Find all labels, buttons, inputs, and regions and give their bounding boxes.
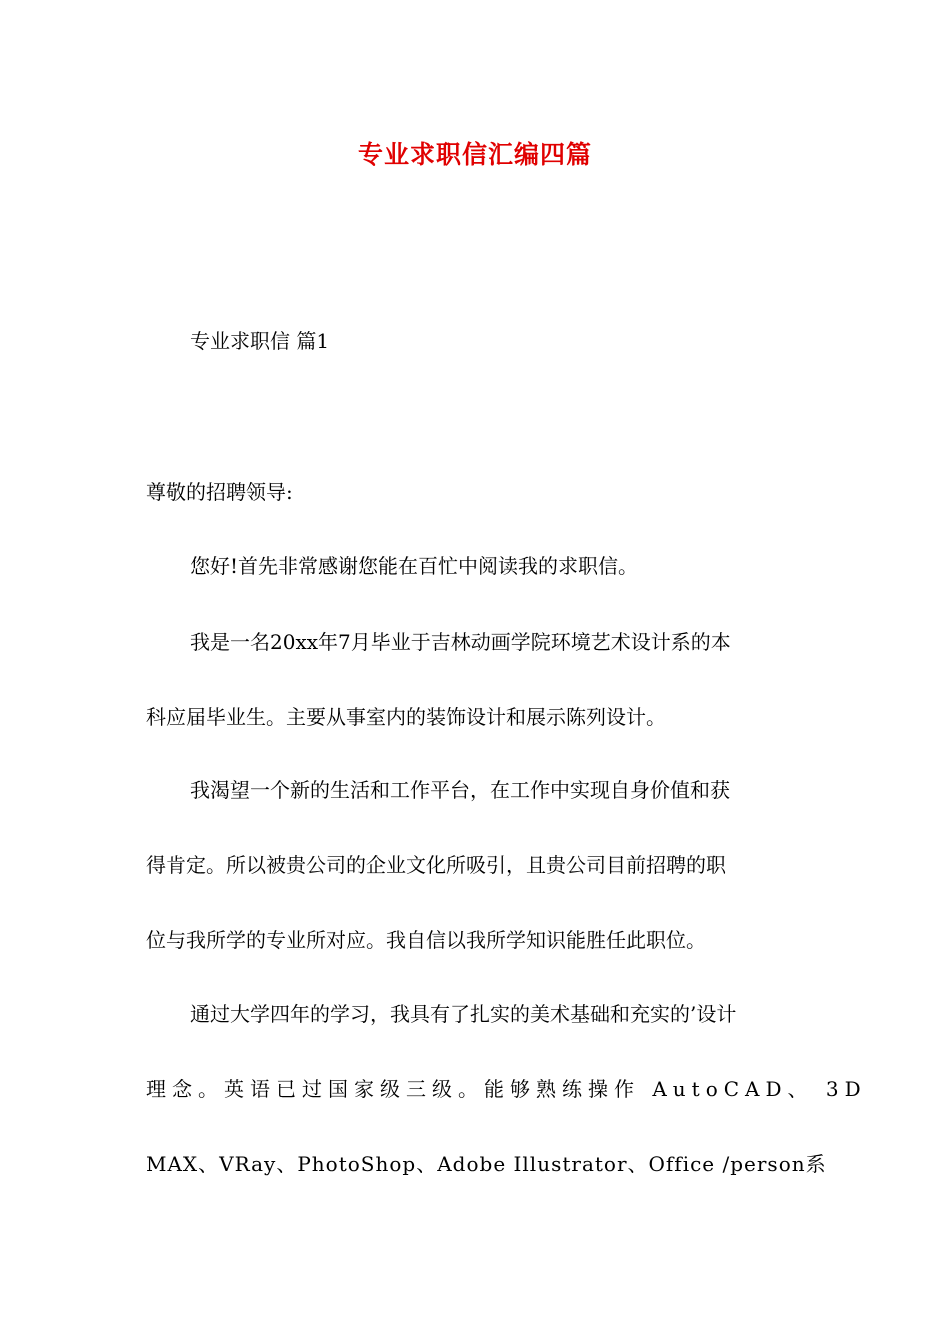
paragraph-line-2: 我是一名20xx年7月毕业于吉林动画学院环境艺术设计系的本 [190, 630, 731, 654]
paragraph-line-3: 科应届毕业生。主要从事室内的装饰设计和展示陈列设计。 [146, 705, 666, 729]
paragraph-line-6: 位与我所学的专业所对应。我自信以我所学知识能胜任此职位。 [146, 928, 706, 952]
section-heading: 专业求职信 篇1 [190, 329, 330, 353]
paragraph-line-8: 理念。英语已过国家级三级。能够熟练操作 AutoCAD、 3D [146, 1077, 867, 1101]
paragraph-line-4: 我渴望一个新的生活和工作平台，在工作中实现自身价值和获 [190, 778, 730, 802]
salutation: 尊敬的招聘领导: [146, 480, 293, 504]
paragraph-line-1: 您好!首先非常感谢您能在百忙中阅读我的求职信。 [190, 554, 639, 578]
paragraph-line-7: 通过大学四年的学习，我具有了扎实的美术基础和充实的’设计 [190, 1002, 737, 1026]
paragraph-line-5: 得肯定。所以被贵公司的企业文化所吸引，且贵公司目前招聘的职 [146, 853, 726, 877]
paragraph-line-9: MAX、VRay、PhotoShop、Adobe Illustrator、Office /person系 [146, 1152, 827, 1176]
document-title: 专业求职信汇编四篇 [357, 140, 592, 169]
